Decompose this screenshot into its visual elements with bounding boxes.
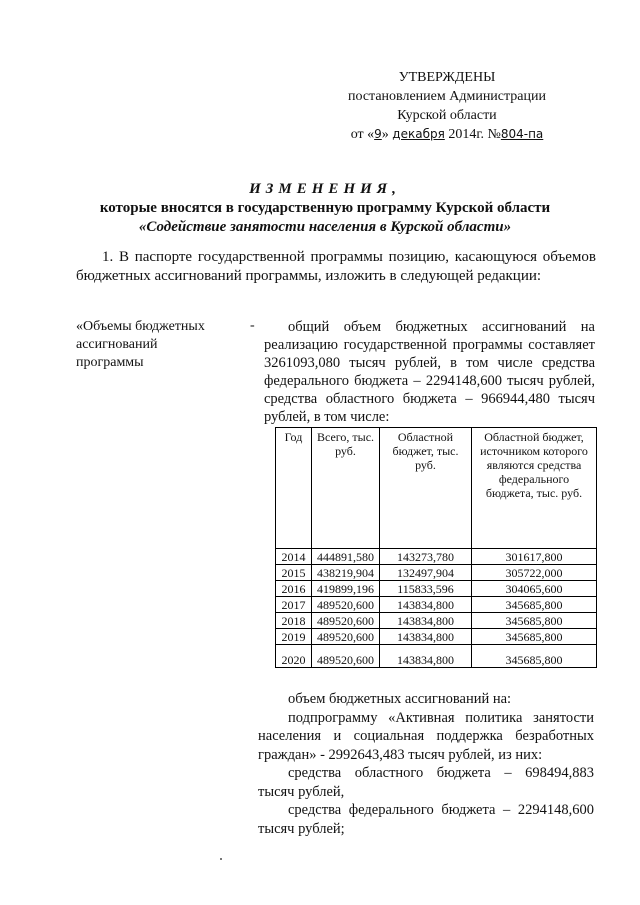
approval-line-3: Курской области <box>397 108 497 123</box>
regional-budget-paragraph: средства областного бюджета – 698494,883 тысяч рублей, <box>258 765 594 800</box>
cell-federal: 301617,800 <box>472 549 597 565</box>
scan-speck <box>220 858 222 860</box>
table-row <box>276 613 597 629</box>
position-dash: - <box>250 318 255 333</box>
table-row <box>276 549 597 565</box>
table-row <box>276 629 597 645</box>
cell-regional: 143834,800 <box>380 629 472 645</box>
cell-year: 2017 <box>276 597 312 613</box>
table-row <box>276 581 597 597</box>
table-row <box>276 565 597 581</box>
subprogram-section <box>258 690 594 838</box>
approval-line-2: постановлением Администрации <box>348 89 546 104</box>
cell-federal: 304065,600 <box>472 581 597 597</box>
cell-total: 444891,580 <box>312 549 380 565</box>
cell-regional: 143834,800 <box>380 645 472 668</box>
date-month: декабря <box>392 127 445 141</box>
approval-date-line <box>312 125 582 144</box>
cell-total: 489520,600 <box>312 629 380 645</box>
cell-federal: 345685,800 <box>472 613 597 629</box>
date-year: 2014г. <box>448 127 484 142</box>
budget-table <box>275 427 597 668</box>
cell-year: 2019 <box>276 629 312 645</box>
approval-block <box>312 68 582 144</box>
subprogram-paragraph: подпрограмму «Активная политика занятости населения и социальная поддержка безработных граждан» - 2992643,483 тысяч рублей, из них: <box>258 709 594 763</box>
header-total: Всего, тыс. руб. <box>312 428 380 549</box>
header-regional: Областной бюджет, тыс. руб. <box>380 428 472 549</box>
cell-total: 489520,600 <box>312 613 380 629</box>
cell-regional: 143273,780 <box>380 549 472 565</box>
cell-total: 489520,600 <box>312 645 380 668</box>
table-header-row <box>276 428 597 549</box>
table-row <box>276 597 597 613</box>
passport-position-label: «Объемы бюджетных ассигнований программы <box>76 319 205 370</box>
title-line-1: ИЗМЕНЕНИЯ, <box>249 181 401 197</box>
table-row <box>276 645 597 668</box>
header-year: Год <box>276 428 312 549</box>
cell-year: 2015 <box>276 565 312 581</box>
cell-year: 2016 <box>276 581 312 597</box>
cell-regional: 143834,800 <box>380 613 472 629</box>
cell-year: 2018 <box>276 613 312 629</box>
document-number: 804-па <box>500 127 544 141</box>
cell-total: 438219,904 <box>312 565 380 581</box>
number-prefix: № <box>487 127 501 142</box>
date-day: 9 <box>374 127 382 141</box>
header-federal-source: Областной бюджет, источником которого являются средства федерального бюджета, тыс. руб. <box>472 428 597 549</box>
cell-regional: 115833,596 <box>380 581 472 597</box>
cell-year: 2020 <box>276 645 312 668</box>
passport-position-text: общий объем бюджетных ассигнований на реализацию государственной программы составляет 3261093,080 тысяч рублей, в том числе средства федерального бюджета – 2294148,600 тысяч рублей, средства областного бюджета – 966944,480 тысяч рублей, в том числе: <box>264 319 595 425</box>
date-mid: » <box>381 127 389 142</box>
federal-budget-paragraph: средства федерального бюджета – 2294148,600 тысяч рублей; <box>258 802 594 837</box>
title-line-3: «Содействие занятости населения в Курской области» <box>138 219 512 235</box>
cell-total: 489520,600 <box>312 597 380 613</box>
document-title <box>60 180 590 237</box>
cell-regional: 132497,904 <box>380 565 472 581</box>
item-1-paragraph: 1. В паспорте государственной программы позицию, касающуюся объемов бюджетных ассигнований программы, изложить в следующей редакции: <box>76 249 596 284</box>
cell-regional: 143834,800 <box>380 597 472 613</box>
cell-federal: 345685,800 <box>472 629 597 645</box>
cell-federal: 345685,800 <box>472 597 597 613</box>
approval-title: УТВЕРЖДЕНЫ <box>398 70 496 85</box>
date-prefix: от « <box>350 127 375 142</box>
subprogram-intro: объем бюджетных ассигнований на: <box>288 691 512 707</box>
title-line-2: которые вносятся в государственную программу Курской области <box>99 200 551 216</box>
cell-year: 2014 <box>276 549 312 565</box>
cell-federal: 305722,000 <box>472 565 597 581</box>
cell-total: 419899,196 <box>312 581 380 597</box>
cell-federal: 345685,800 <box>472 645 597 668</box>
